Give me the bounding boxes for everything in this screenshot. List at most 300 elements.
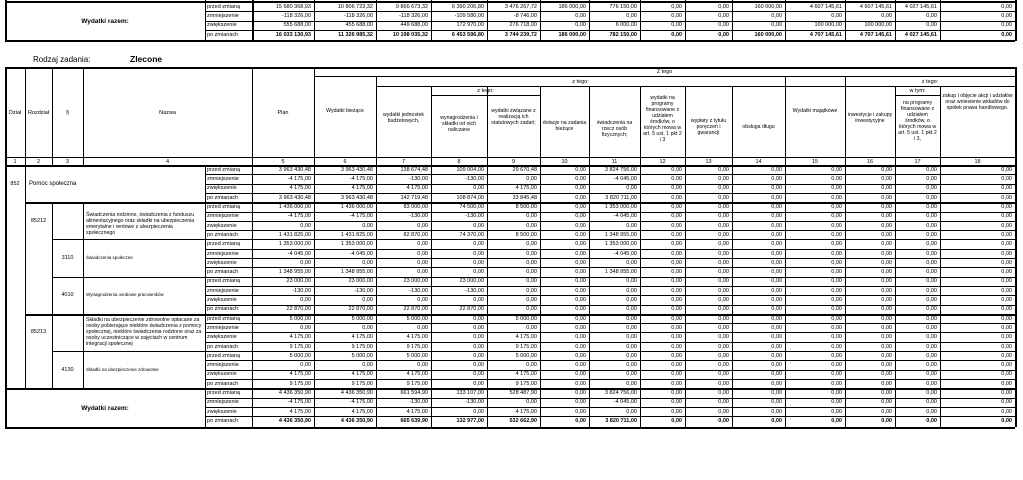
row-label: po zmianach — [207, 343, 239, 350]
value-cell: 0,00 — [671, 315, 682, 322]
value-cell: 6 390 206,80 — [451, 3, 484, 10]
value-cell: 455 688,00 — [345, 22, 373, 29]
value-cell: 1 353 000,00 — [604, 204, 637, 210]
value-cell: 0,00 — [718, 250, 729, 257]
grid-line-v — [83, 202, 84, 388]
value-cell: 0,00 — [926, 185, 937, 192]
value-cell: 661 594,90 — [400, 390, 428, 396]
value-cell: 0,00 — [626, 408, 637, 415]
value-cell: 4 175,00 — [406, 334, 428, 341]
value-cell: 0,00 — [362, 297, 373, 303]
header-z-tego: Z tego — [656, 69, 673, 75]
header-swiadczenia: świadczenia na rzecz osób fizycznych; — [596, 120, 633, 138]
value-cell: 0,00 — [881, 231, 892, 238]
value-cell: -130,00 — [409, 399, 428, 406]
value-cell: 0,00 — [671, 324, 682, 331]
item-name: Świadczenia społeczne — [86, 255, 133, 260]
value-cell: 0,00 — [1001, 166, 1012, 173]
value-cell: 0,00 — [671, 3, 682, 10]
column-number: 2 — [36, 158, 41, 165]
value-cell: 0,00 — [881, 204, 892, 210]
value-cell: 0,00 — [718, 352, 729, 359]
value-cell: 0,00 — [626, 306, 637, 313]
value-cell: 9 175,00 — [406, 380, 428, 387]
value-cell: 0,00 — [1001, 269, 1012, 276]
value-cell: 0,00 — [473, 250, 484, 257]
grid-line-v — [1015, 67, 1017, 165]
value-cell: 0,00 — [718, 194, 729, 201]
value-cell: 9 175,00 — [406, 343, 428, 350]
value-cell: 3 824 756,00 — [604, 166, 637, 173]
grid-line-h — [205, 174, 1015, 175]
grid-line-v — [732, 0, 733, 41]
grid-line-h — [205, 305, 1015, 306]
row-label: przed zmianą — [207, 315, 241, 322]
value-cell: 0,00 — [473, 269, 484, 276]
value-cell: 0,00 — [626, 334, 637, 341]
value-cell: 0,00 — [575, 231, 586, 238]
value-cell: 1 431 825,00 — [340, 231, 373, 238]
grid-line-h — [845, 86, 1015, 87]
value-cell: 132 977,00 — [456, 417, 484, 424]
grid-line-v — [785, 0, 786, 41]
value-cell: 0,00 — [526, 278, 537, 285]
header-z-tego-jednostek: z tego: — [477, 88, 494, 94]
value-cell: 0,00 — [881, 166, 892, 173]
value-cell: 0,00 — [831, 213, 842, 220]
value-cell: 0,00 — [300, 324, 311, 331]
value-cell: 0,00 — [526, 399, 537, 406]
value-cell: 0,00 — [831, 176, 842, 183]
value-cell: 0,00 — [926, 417, 937, 424]
grid-line-h — [205, 286, 1015, 287]
value-cell: 0,00 — [718, 343, 729, 350]
value-cell: 4 175,00 — [406, 408, 428, 415]
value-cell: 138 674,48 — [400, 166, 428, 173]
value-cell: 0,00 — [926, 278, 937, 285]
value-cell: 0,00 — [626, 371, 637, 378]
value-cell: 0,00 — [1001, 250, 1012, 257]
value-cell: 0,00 — [417, 222, 428, 229]
value-cell: 0,00 — [881, 250, 892, 257]
column-number: 1 — [13, 158, 17, 165]
value-cell: 4 175,00 — [289, 334, 311, 341]
value-cell: 665 639,90 — [400, 417, 428, 424]
value-cell: 0,00 — [417, 259, 428, 266]
value-cell: 0,00 — [626, 352, 637, 359]
value-cell: 0,00 — [1001, 324, 1012, 331]
value-cell: 0,00 — [575, 269, 586, 276]
grid-line-v — [895, 0, 896, 41]
value-cell: 0,00 — [526, 241, 537, 248]
value-cell: 4 707 145,61 — [859, 31, 892, 38]
value-cell: 0,00 — [671, 241, 682, 248]
grid-line-v — [52, 202, 53, 388]
grid-line-v — [640, 86, 641, 165]
value-cell: 0,00 — [362, 362, 373, 369]
value-cell: 4 175,00 — [515, 371, 537, 378]
value-cell: 1 348 955,00 — [278, 269, 311, 276]
value-cell: 0,00 — [1001, 231, 1012, 238]
value-cell: 0,00 — [718, 315, 729, 322]
grid-line-v — [487, 95, 488, 165]
value-cell: 4 175,00 — [289, 185, 311, 192]
value-cell: 0,00 — [575, 176, 586, 183]
value-cell: 23 000,00 — [459, 278, 484, 285]
value-cell: 0,00 — [771, 408, 782, 415]
column-number: 10 — [561, 158, 568, 165]
value-cell: 0,00 — [881, 417, 892, 424]
value-cell: -4 175,00 — [287, 213, 311, 220]
value-cell: 0,00 — [575, 306, 586, 313]
value-cell: 82 870,00 — [403, 231, 428, 238]
value-cell: 4 175,00 — [351, 408, 373, 415]
value-cell: 4 175,00 — [515, 408, 537, 415]
value-cell: 0,00 — [671, 334, 682, 341]
value-cell: 0,00 — [671, 213, 682, 220]
grid-line-v — [205, 0, 206, 41]
value-cell: 0,00 — [881, 287, 892, 294]
grid-line-v — [5, 67, 7, 165]
value-cell: 0,00 — [718, 213, 729, 220]
value-cell: 0,00 — [1001, 371, 1012, 378]
value-cell: 0,00 — [575, 390, 586, 396]
grid-line-h — [205, 249, 1015, 250]
value-cell: 0,00 — [626, 297, 637, 303]
grid-line-h — [895, 95, 940, 96]
value-cell: 0,00 — [1001, 343, 1012, 350]
row-label: po zmianach — [207, 194, 239, 201]
value-cell: 0,00 — [831, 259, 842, 266]
value-cell: -4 045,00 — [613, 176, 637, 183]
row-label: zwiększenie — [207, 22, 237, 29]
value-cell: 0,00 — [671, 269, 682, 276]
value-cell: 4 175,00 — [515, 185, 537, 192]
grid-line-v — [589, 0, 590, 41]
value-cell: 4 175,00 — [289, 408, 311, 415]
row-label: zmniejszenie — [207, 13, 239, 20]
value-cell: 74 500,00 — [459, 204, 484, 210]
value-cell: 0,00 — [575, 352, 586, 359]
rozdzial-code: 85212 — [30, 217, 47, 224]
value-cell: 9 175,00 — [515, 343, 537, 350]
row-label: po zmianach — [207, 269, 239, 276]
value-cell: 16 033 130,93 — [275, 31, 311, 38]
grid-line-h — [205, 379, 1015, 380]
value-cell: 0,00 — [575, 250, 586, 257]
value-cell: 0,00 — [771, 22, 782, 29]
value-cell: 23 000,00 — [286, 278, 311, 285]
value-cell: 8 500,00 — [515, 204, 537, 210]
value-cell: 0,00 — [1001, 297, 1012, 303]
item-name: Świadczenia rodzinne, świadczenia z funduszu alimentacyjnego oraz składki na ubezpieczenia emerytalne i rentowe z ubezpieczenia społecznego — [86, 211, 195, 236]
item-name: Pomoc społeczna — [29, 180, 77, 187]
column-number: 17 — [914, 158, 921, 165]
row-label: po zmianach — [207, 231, 239, 238]
value-cell: 1 348 955,00 — [604, 231, 637, 238]
value-cell: 0,00 — [771, 185, 782, 192]
value-cell: 4 436 350,90 — [278, 417, 311, 424]
value-cell: 0,00 — [1001, 222, 1012, 229]
value-cell: 0,00 — [771, 417, 782, 424]
value-cell: 5 000,00 — [515, 352, 537, 359]
column-number: 3 — [65, 158, 70, 165]
value-cell: 0,00 — [926, 306, 937, 313]
header-programy: wydatki na programy finansowane z udziałem środków, o których mowa w art. 5 ust. 1 pkt 2 i 3 — [643, 95, 682, 143]
value-cell: 0,00 — [771, 390, 782, 396]
value-cell: 4 175,00 — [406, 185, 428, 192]
value-cell: 0,00 — [718, 166, 729, 173]
value-cell: 0,00 — [926, 380, 937, 387]
grid-line-v — [314, 67, 315, 165]
value-cell: 5 000,00 — [351, 315, 373, 322]
column-number: 7 — [401, 158, 406, 165]
value-cell: 0,00 — [575, 213, 586, 220]
value-cell: 4 436 350,90 — [340, 390, 373, 396]
value-cell: 0,00 — [626, 380, 637, 387]
value-cell: 4 175,00 — [351, 371, 373, 378]
value-cell: 0,00 — [362, 324, 373, 331]
value-cell: 9 175,00 — [289, 380, 311, 387]
value-cell: 23 000,00 — [403, 278, 428, 285]
value-cell: 29 670,48 — [512, 166, 537, 173]
column-number: 6 — [343, 158, 347, 165]
column-number: 18 — [974, 158, 981, 165]
value-cell: 5 000,00 — [406, 315, 428, 322]
row-label: przed zmianą — [207, 352, 241, 359]
value-cell: 0,00 — [575, 13, 586, 20]
value-cell: 0,00 — [671, 166, 682, 173]
value-cell: 532 662,90 — [509, 417, 537, 424]
value-cell: 0,00 — [718, 306, 729, 313]
value-cell: 0,00 — [526, 324, 537, 331]
grid-line-h — [5, 165, 1015, 167]
row-label: zwiększenie — [207, 222, 237, 229]
value-cell: 5 000,00 — [289, 315, 311, 322]
paragraf-code: 4010 — [61, 292, 74, 299]
grid-line-h — [205, 416, 1015, 417]
value-cell: 0,00 — [831, 417, 842, 424]
value-cell: 4 707 145,61 — [809, 31, 842, 38]
value-cell: 0,00 — [473, 315, 484, 322]
value-cell: 0,00 — [671, 352, 682, 359]
grid-line-v — [940, 86, 941, 165]
row-label: zmniejszenie — [207, 362, 239, 369]
value-cell: 0,00 — [831, 185, 842, 192]
column-number: 12 — [659, 158, 666, 165]
value-cell: 0,00 — [473, 297, 484, 303]
value-cell: 0,00 — [575, 194, 586, 201]
value-cell: 0,00 — [300, 222, 311, 229]
value-cell: 4 607 145,61 — [859, 3, 892, 10]
value-cell: 0,00 — [771, 213, 782, 220]
value-cell: 0,00 — [926, 241, 937, 248]
grid-line-v — [52, 67, 53, 165]
value-cell: 0,00 — [831, 204, 842, 210]
row-label: zmniejszenie — [207, 213, 239, 220]
header-poreczenia: wypłaty z tytułu poręczeń i gwarancji — [690, 118, 727, 136]
value-cell: 0,00 — [881, 259, 892, 266]
grid-line-h — [205, 407, 1015, 408]
value-cell: -4 045,00 — [613, 399, 637, 406]
value-cell: 0,00 — [575, 22, 586, 29]
value-cell: 0,00 — [718, 241, 729, 248]
value-cell: 528 487,90 — [509, 390, 537, 396]
value-cell: 0,00 — [1001, 399, 1012, 406]
value-cell: 0,00 — [831, 315, 842, 322]
value-cell: 0,00 — [1001, 417, 1012, 424]
value-cell: 0,00 — [473, 362, 484, 369]
value-cell: -109 580,00 — [454, 13, 484, 20]
value-cell: 6 000,00 — [615, 22, 637, 29]
value-cell: 0,00 — [881, 380, 892, 387]
grid-line-h — [376, 86, 785, 87]
row-label: przed zmianą — [207, 3, 241, 10]
value-cell: 0,00 — [575, 166, 586, 173]
value-cell: 0,00 — [718, 231, 729, 238]
value-cell: -130,00 — [465, 399, 484, 406]
value-cell: 0,00 — [771, 371, 782, 378]
value-cell: 5 000,00 — [515, 315, 537, 322]
value-cell: 3 476 267,72 — [504, 3, 537, 10]
value-cell: 0,00 — [718, 22, 729, 29]
value-cell: 0,00 — [831, 371, 842, 378]
value-cell: 0,00 — [671, 176, 682, 183]
value-cell: 0,00 — [771, 204, 782, 210]
value-cell: 0,00 — [718, 176, 729, 183]
value-cell: 0,00 — [473, 343, 484, 350]
value-cell: -130,00 — [465, 176, 484, 183]
dzial-code: 852 — [10, 180, 20, 187]
value-cell: 0,00 — [881, 408, 892, 415]
value-cell: 4 175,00 — [515, 334, 537, 341]
row-label: zwiększenie — [207, 334, 237, 341]
value-cell: 0,00 — [671, 204, 682, 210]
grid-line-h — [205, 258, 1015, 259]
summary-title-bottom: Wydatki razem: — [81, 404, 129, 412]
grid-line-v — [252, 0, 254, 41]
value-cell: 0,00 — [771, 278, 782, 285]
value-cell: 0,00 — [575, 417, 586, 424]
header-dotacje: dotacje na zadania bieżące — [542, 120, 587, 132]
grid-line-h — [205, 11, 1015, 12]
grid-line-h — [205, 267, 1015, 268]
value-cell: 0,00 — [718, 297, 729, 303]
value-cell: 4 175,00 — [351, 185, 373, 192]
value-cell: -130,00 — [292, 287, 311, 294]
value-cell: 0,00 — [473, 352, 484, 359]
value-cell: 0,00 — [1001, 194, 1012, 201]
row-label: zmniejszenie — [207, 250, 239, 257]
grid-line-v — [685, 0, 686, 41]
value-cell: 4 607 145,61 — [809, 3, 842, 10]
value-cell: 0,00 — [626, 343, 637, 350]
value-cell: 0,00 — [1001, 390, 1012, 396]
value-cell: 0,00 — [771, 334, 782, 341]
value-cell: 0,00 — [671, 31, 682, 38]
value-cell: 0,00 — [575, 399, 586, 406]
value-cell: -4 175,00 — [349, 399, 373, 406]
value-cell: 0,00 — [671, 390, 682, 396]
grid-line-h — [205, 398, 1015, 399]
value-cell: 172 970,00 — [456, 22, 484, 29]
value-cell: 782 150,00 — [609, 31, 637, 38]
header-w-tym: w tym: — [909, 88, 926, 94]
value-cell: 0,00 — [771, 352, 782, 359]
value-cell: 0,00 — [626, 222, 637, 229]
value-cell: 0,00 — [831, 362, 842, 369]
grid-line-v — [895, 86, 896, 165]
grid-line-v — [83, 67, 84, 165]
value-cell: 22 870,00 — [403, 306, 428, 313]
value-cell: 6 453 596,80 — [451, 31, 484, 38]
grid-line-h — [52, 277, 1015, 278]
value-cell: 0,00 — [718, 362, 729, 369]
value-cell: 3 820 711,00 — [605, 417, 637, 424]
column-number: 4 — [165, 158, 170, 165]
row-label: przed zmianą — [207, 278, 241, 285]
value-cell: 0,00 — [473, 324, 484, 331]
value-cell: 0,00 — [575, 371, 586, 378]
value-cell: 0,00 — [881, 278, 892, 285]
grid-line-h — [205, 193, 1015, 194]
value-cell: 0,00 — [926, 334, 937, 341]
value-cell: 0,00 — [671, 231, 682, 238]
value-cell: 0,00 — [881, 324, 892, 331]
value-cell: 0,00 — [831, 324, 842, 331]
value-cell: 0,00 — [575, 287, 586, 294]
value-cell: 0,00 — [771, 176, 782, 183]
grid-line-h — [5, 40, 1015, 42]
grid-line-v — [376, 76, 377, 165]
value-cell: 0,00 — [771, 241, 782, 248]
row-label: zmniejszenie — [207, 176, 239, 183]
value-cell: 0,00 — [526, 259, 537, 266]
grid-line-v — [845, 76, 846, 165]
value-cell: 0,00 — [718, 31, 729, 38]
value-cell: 0,00 — [362, 222, 373, 229]
value-cell: 0,00 — [926, 250, 937, 257]
value-cell: 0,00 — [831, 194, 842, 201]
value-cell: 0,00 — [1001, 362, 1012, 369]
value-cell: 23 000,00 — [348, 278, 373, 285]
grid-line-h — [205, 221, 1015, 222]
value-cell: 0,00 — [718, 324, 729, 331]
value-cell: 0,00 — [771, 269, 782, 276]
header-majatkowe: Wydatki majątkowe — [792, 108, 838, 114]
value-cell: 0,00 — [1001, 3, 1012, 10]
value-cell: 0,00 — [926, 194, 937, 201]
value-cell: 0,00 — [671, 362, 682, 369]
value-cell: 0,00 — [626, 13, 637, 20]
row-label: po zmianach — [207, 306, 239, 313]
value-cell: 0,00 — [362, 259, 373, 266]
value-cell: 0,00 — [771, 13, 782, 20]
value-cell: 0,00 — [771, 287, 782, 294]
grid-line-v — [25, 67, 26, 165]
grid-line-h — [205, 295, 1015, 296]
value-cell: -130,00 — [409, 176, 428, 183]
column-number: 8 — [457, 158, 461, 165]
header-plan: Plan — [277, 110, 289, 116]
value-cell: 4 175,00 — [289, 371, 311, 378]
value-cell: 9 175,00 — [351, 343, 373, 350]
value-cell: 0,00 — [473, 334, 484, 341]
value-cell: 133 107,00 — [456, 390, 484, 396]
value-cell: 0,00 — [831, 297, 842, 303]
column-number: 14 — [755, 158, 762, 165]
value-cell: 0,00 — [526, 297, 537, 303]
